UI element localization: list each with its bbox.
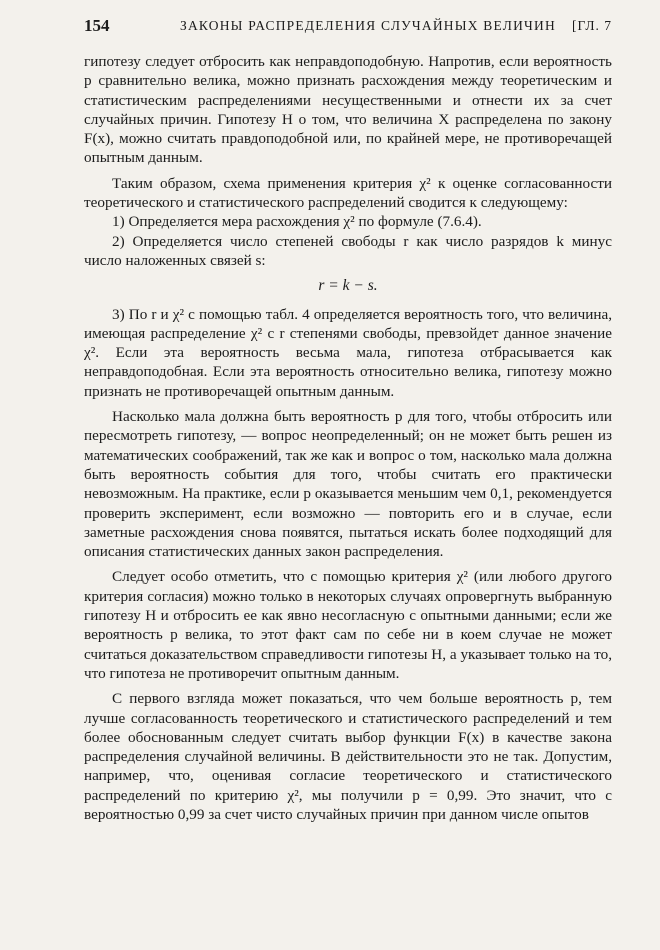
paragraph-2: Таким образом, схема применения критерия χ² к оценке согласованности теоретического и статистического распределений сводится к следующему: [84,174,612,212]
paragraph-1: гипотезу следует отбросить как неправдоподобную. Напротив, если вероятность p сравнительно велика, можно признать расхождения между теоретическим и статистическим распределениями несущественными и отнести их за счет случайных причин. Гипотезу H о том, что величина X распределена по закону F(x), можно считать правдоподобной или, по крайней мере, не противоречащей опытным данным. [84,53,612,167]
paragraph-7: Следует особо отметить, что с помощью критерия χ² (или любого другого критерия согласия) можно только в некоторых случаях опровергнуть выбранную гипотезу H и отбросить ее как явно несогласную с опытными данными; если же вероятность p велика, то этот факт сам по себе ни в коем случае не может считаться доказательством справедливости гипотезы H, а указывает только на то, что гипотеза не противоречит опытным данным. [84,568,612,682]
paragraph-8: С первого взгляда может показаться, что чем больше вероятность p, тем лучше согласованность теоретического и статистического распределений и тем более обоснованным следует считать выбор функции F(x) в качестве закона распределения случайной величины. В действительности это не так. Допустим, например, что, оценивая согласие теоретического и статистического распределений по критерию χ², мы получили p = 0,99. Это значит, что с вероятностью 0,99 за счет чисто случайных причин при данном числе опытов [84,690,612,823]
paragraph-4: 2) Определяется число степеней свободы r как число разрядов k минус число наложенных связей s: [84,232,612,269]
paragraph-6: Насколько мала должна быть вероятность p для того, чтобы отбросить или пересмотреть гипотезу, — вопрос неопределенный; он не может быть решен из математических соображений, так же как и вопрос о том, насколько мала должна быть вероятность события для того, чтобы считать его практически невозможным. На практике, если p оказывается меньшим чем 0,1, рекомендуется проверить эксперимент, если возможно — повторить его и в случае, если заметные расхождения снова появятся, пытаться искать более подходящий для описания статистических данных закон распределения. [84,408,612,561]
chapter-label: [ГЛ. 7 [572,18,612,33]
running-title: ЗАКОНЫ РАСПРЕДЕЛЕНИЯ СЛУЧАЙНЫХ ВЕЛИЧИН [180,18,556,33]
running-header [84,16,612,40]
body-text [84,52,612,824]
page-number: 154 [84,16,110,35]
formula: r = k − s. [318,277,378,295]
paragraph-5: 3) По r и χ² с помощью табл. 4 определяется вероятность того, что величина, имеющая распределение χ² с r степенями свободы, превзойдет данное значение χ². Если эта вероятность весьма мала, гипотеза отбрасывается как неправдоподобная. Если эта вероятность относительно велика, гипотезу можно признать не противоречащей опытным данным. [84,305,612,400]
paragraph-3: 1) Определяется мера расхождения χ² по формуле (7.6.4). [112,213,482,231]
